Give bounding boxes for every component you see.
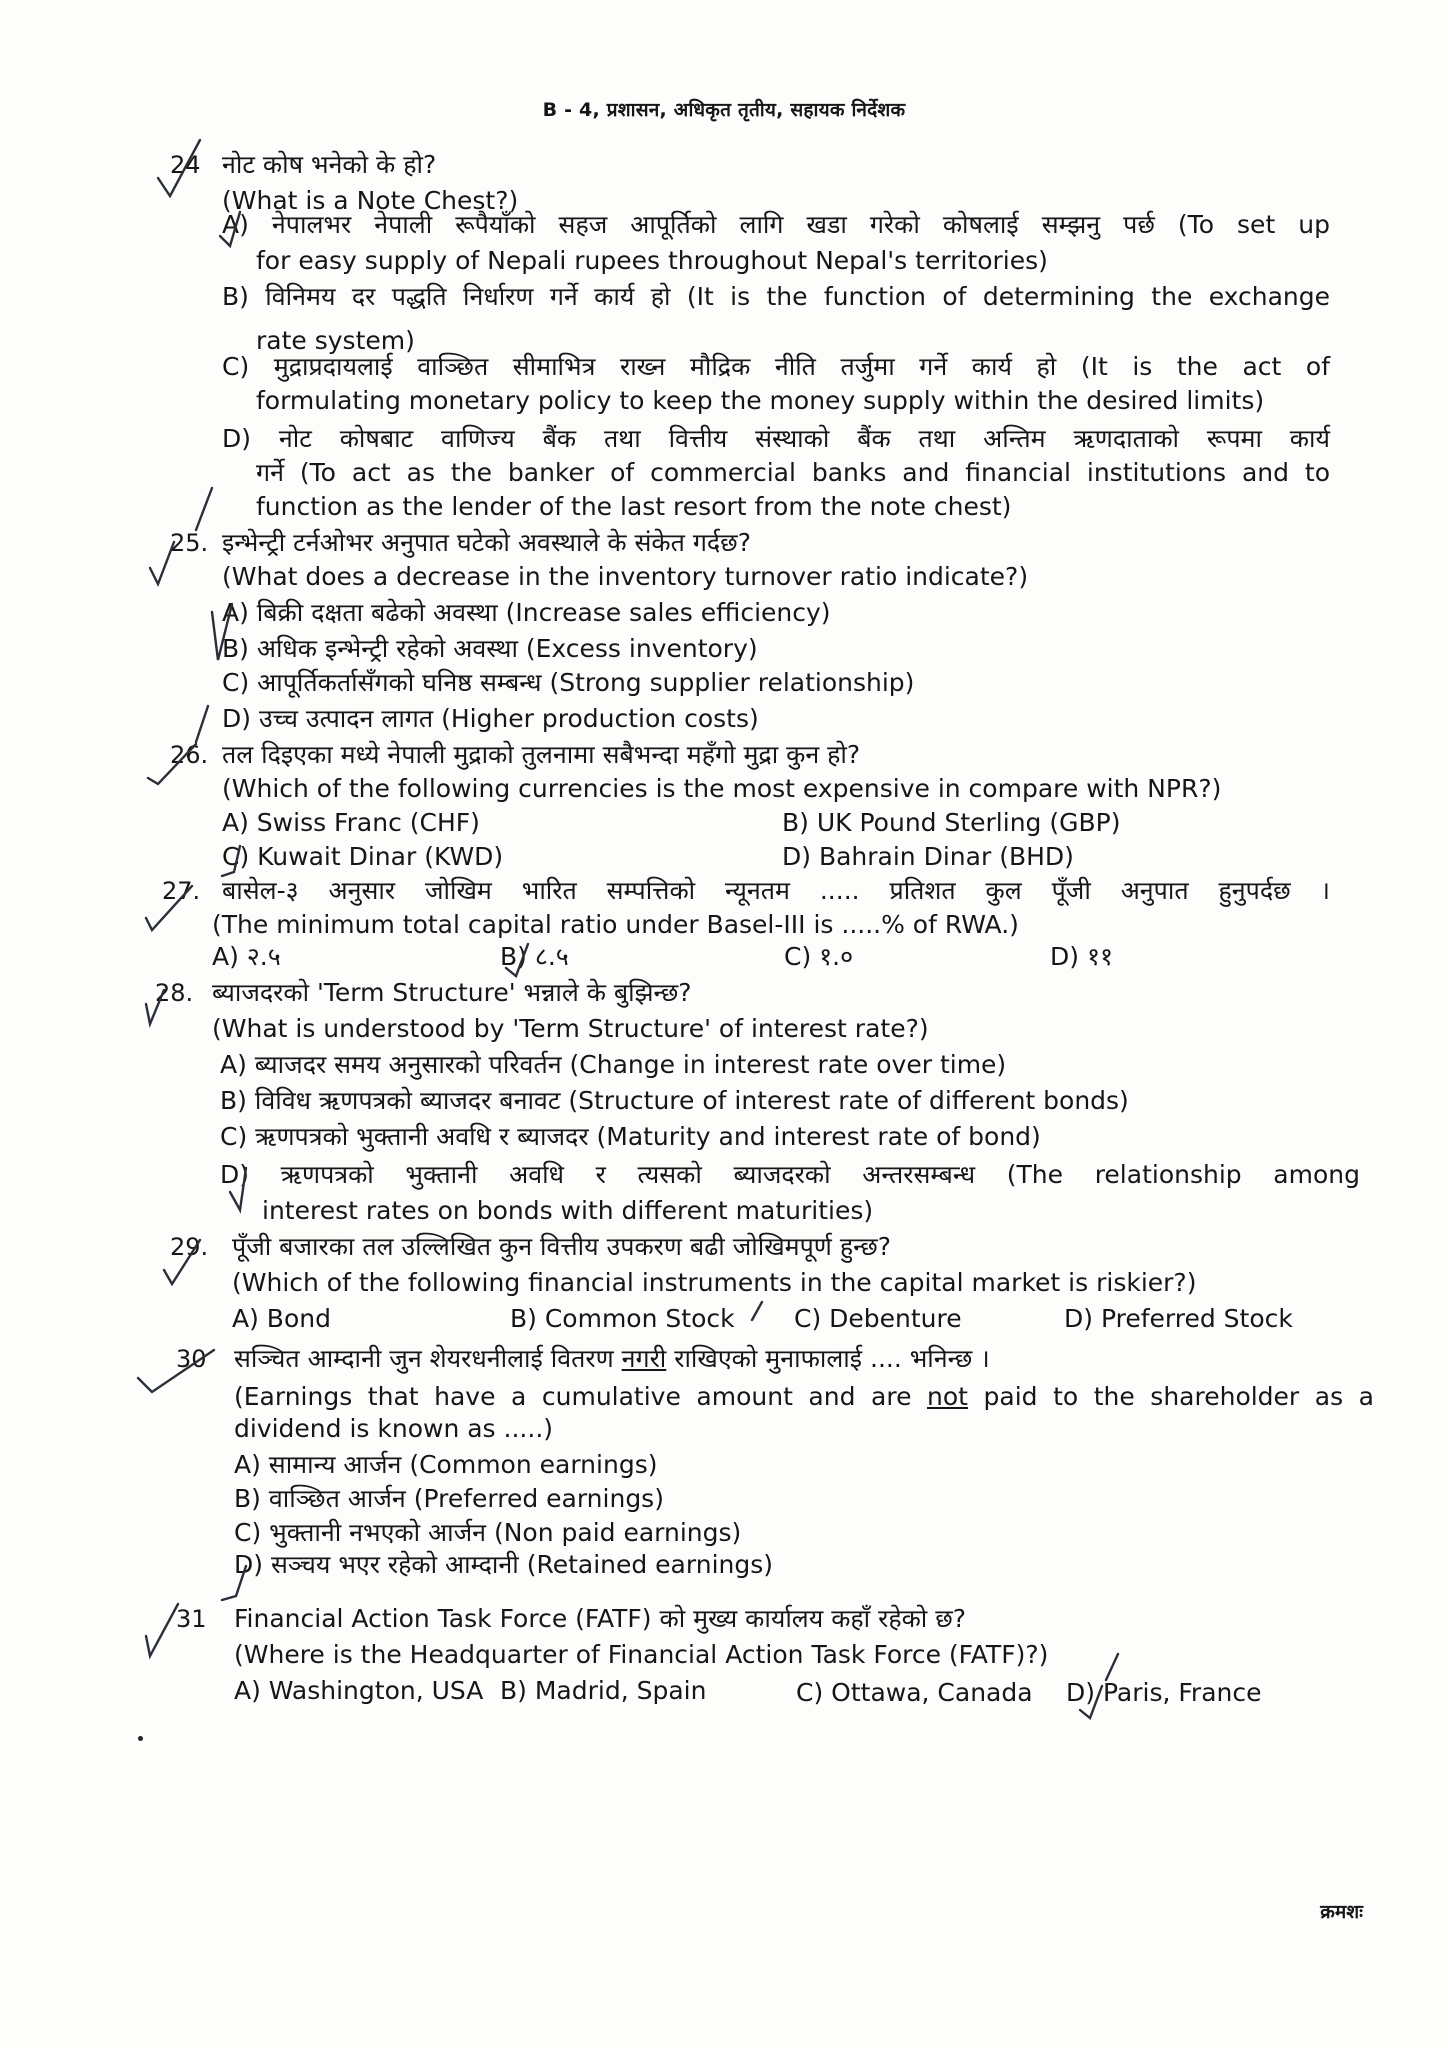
- option-b[interactable]: B) Madrid, Spain: [500, 1676, 707, 1705]
- continued-label: क्रमशः: [1320, 1901, 1363, 1923]
- option-d[interactable]: D) ऋणपत्रको भुक्तानी अवधि र त्यसको ब्याजदरको अन्तरसम्बन्ध (The relationship among: [220, 1160, 1360, 1189]
- tick-icon: [196, 488, 212, 530]
- question-text-english: (Which of the following currencies is the most expensive in compare with NPR?): [222, 774, 1222, 803]
- question-number: 29.: [170, 1233, 209, 1261]
- question-text-nepali: [234, 1344, 990, 1374]
- option-a[interactable]: A) Bond: [232, 1304, 331, 1333]
- option-b[interactable]: B) अधिक इन्भेन्ट्री रहेको अवस्था (Excess inventory): [222, 634, 758, 663]
- question-number: 25.: [170, 529, 209, 557]
- question-text-nepali-part: राखिएको मुनाफालाई .... भनिन्छ ।: [666, 1344, 990, 1373]
- question-text-nepali: ब्याजदरको 'Term Structure' भन्नाले के बुझिन्छ?: [212, 978, 692, 1007]
- option-b[interactable]: B) UK Pound Sterling (GBP): [782, 808, 1121, 837]
- option-b[interactable]: B) विविध ऋणपत्रको ब्याजदर बनावट (Structure of interest rate of different bonds): [220, 1086, 1129, 1115]
- question-text-english: [234, 1382, 1374, 1412]
- option-b[interactable]: B) विनिमय दर पद्धति निर्धारण गर्ने कार्य हो (It is the function of determining the exchange: [222, 282, 1330, 311]
- question-number: 28.: [155, 979, 194, 1007]
- stray-dot: [138, 1736, 143, 1741]
- tick-icon: [146, 1604, 178, 1656]
- option-a[interactable]: A) बिक्री दक्षता बढेको अवस्था (Increase sales efficiency): [222, 598, 831, 627]
- question-number: 30: [176, 1345, 207, 1373]
- question-text-nepali-part: सञ्चित आम्दानी जुन शेयरधनीलाई वितरण: [234, 1344, 622, 1373]
- question-text-nepali: Financial Action Task Force (FATF) को मुख्य कार्यालय कहाँ रहेको छ?: [234, 1604, 967, 1633]
- option-d[interactable]: D) ११: [1050, 942, 1113, 971]
- question-text-english-part: paid to the shareholder as a: [967, 1382, 1374, 1411]
- question-text-english: (What is understood by 'Term Structure' of interest rate?): [212, 1014, 929, 1043]
- question-text-nepali: नोट कोष भनेको के हो?: [222, 150, 437, 179]
- option-a[interactable]: A) सामान्य आर्जन (Common earnings): [234, 1450, 658, 1479]
- underlined-word: not: [927, 1382, 968, 1411]
- option-b[interactable]: B) ८.५: [500, 942, 569, 971]
- tick-icon: [1106, 1654, 1118, 1680]
- option-d-continued: गर्ने (To act as the banker of commercial banks and financial institutions and to: [256, 458, 1330, 487]
- option-b[interactable]: B) Common Stock: [510, 1304, 735, 1333]
- question-text-nepali: इन्भेन्ट्री टर्नओभर अनुपात घटेको अवस्थाले के संकेत गर्दछ?: [222, 528, 751, 557]
- option-d-continued: interest rates on bonds with different maturities): [262, 1196, 874, 1225]
- option-c[interactable]: C) आपूर्तिकर्तासँगको घनिष्ठ सम्बन्ध (Strong supplier relationship): [222, 668, 915, 697]
- option-c[interactable]: C) १.०: [784, 942, 854, 971]
- option-c[interactable]: C) Kuwait Dinar (KWD): [222, 842, 504, 871]
- option-d[interactable]: D) नोट कोषबाट वाणिज्य बैंक तथा वित्तीय संस्थाको बैंक तथा अन्तिम ऋणदाताको रूपमा कार्य: [222, 424, 1330, 453]
- option-d[interactable]: D) Paris, France: [1066, 1678, 1262, 1707]
- underlined-word: नगरी: [621, 1344, 667, 1373]
- question-number: 26.: [170, 741, 209, 769]
- option-a[interactable]: A) Washington, USA: [234, 1676, 484, 1705]
- question-number: 31: [176, 1605, 207, 1633]
- option-c-continued: formulating monetary policy to keep the money supply within the desired limits): [256, 386, 1265, 415]
- option-c[interactable]: C) Debenture: [794, 1304, 962, 1333]
- question-text-english: (What does a decrease in the inventory turnover ratio indicate?): [222, 562, 1029, 591]
- option-a[interactable]: A) ब्याजदर समय अनुसारको परिवर्तन (Change in interest rate over time): [220, 1050, 1007, 1079]
- question-text-english-continued: dividend is known as .....): [234, 1414, 554, 1443]
- option-a[interactable]: A) २.५: [212, 942, 281, 971]
- option-b-continued: rate system): [256, 326, 415, 355]
- option-a[interactable]: A) Swiss Franc (CHF): [222, 808, 480, 837]
- question-text-english: (What is a Note Chest?): [222, 186, 519, 215]
- option-a-continued: for easy supply of Nepali rupees throughout Nepal's territories): [256, 246, 1048, 275]
- tick-icon: [752, 1302, 762, 1320]
- question-text-english: (Which of the following financial instruments in the capital market is riskier?): [232, 1268, 1197, 1297]
- option-d[interactable]: D) Preferred Stock: [1064, 1304, 1293, 1333]
- option-c[interactable]: C) Ottawa, Canada: [796, 1678, 1033, 1707]
- option-c[interactable]: C) भुक्तानी नभएको आर्जन (Non paid earnings): [234, 1518, 742, 1547]
- option-d[interactable]: D) उच्च उत्पादन लागत (Higher production costs): [222, 704, 759, 733]
- question-number: 24: [170, 151, 201, 179]
- option-d-continued-2: function as the lender of the last resort from the note chest): [256, 492, 1012, 521]
- question-text-english: (The minimum total capital ratio under Basel-III is .....% of RWA.): [212, 910, 1019, 939]
- question-text-english-part: (Earnings that have a cumulative amount and are: [234, 1382, 927, 1411]
- question-text-english: (Where is the Headquarter of Financial Action Task Force (FATF)?): [234, 1640, 1049, 1669]
- question-number: 27.: [162, 877, 201, 905]
- question-text-nepali: पूँजी बजारका तल उल्लिखित कुन वित्तीय उपकरण बढी जोखिमपूर्ण हुन्छ?: [232, 1232, 892, 1261]
- option-c[interactable]: C) मुद्राप्रदायलाई वाञ्छित सीमाभित्र राख्न मौद्रिक नीति तर्जुमा गर्ने कार्य हो (It is the act of: [222, 352, 1330, 381]
- option-d[interactable]: D) सञ्चय भएर रहेको आम्दानी (Retained earnings): [234, 1550, 774, 1579]
- page-header: B - 4, प्रशासन, अधिकृत तृतीय, सहायक निर्देशक: [542, 99, 906, 121]
- question-text-nepali: तल दिइएका मध्ये नेपाली मुद्राको तुलनामा सबैभन्दा महँगो मुद्रा कुन हो?: [222, 740, 861, 769]
- option-c[interactable]: C) ऋणपत्रको भुक्तानी अवधि र ब्याजदर (Maturity and interest rate of bond): [220, 1122, 1041, 1151]
- option-d[interactable]: D) Bahrain Dinar (BHD): [782, 842, 1074, 871]
- tick-icon: [196, 706, 208, 742]
- option-b[interactable]: B) वाञ्छित आर्जन (Preferred earnings): [234, 1484, 664, 1513]
- question-text-nepali: बासेल-३ अनुसार जोखिम भारित सम्पत्तिको न्यूनतम ..... प्रतिशत कुल पूँजी अनुपात हुनुपर्दछ ।: [222, 876, 1330, 905]
- option-a[interactable]: A) नेपालभर नेपाली रूपैयाँको सहज आपूर्तिको लागि खडा गरेको कोषलाई सम्झनु पर्छ (To set up: [222, 210, 1330, 239]
